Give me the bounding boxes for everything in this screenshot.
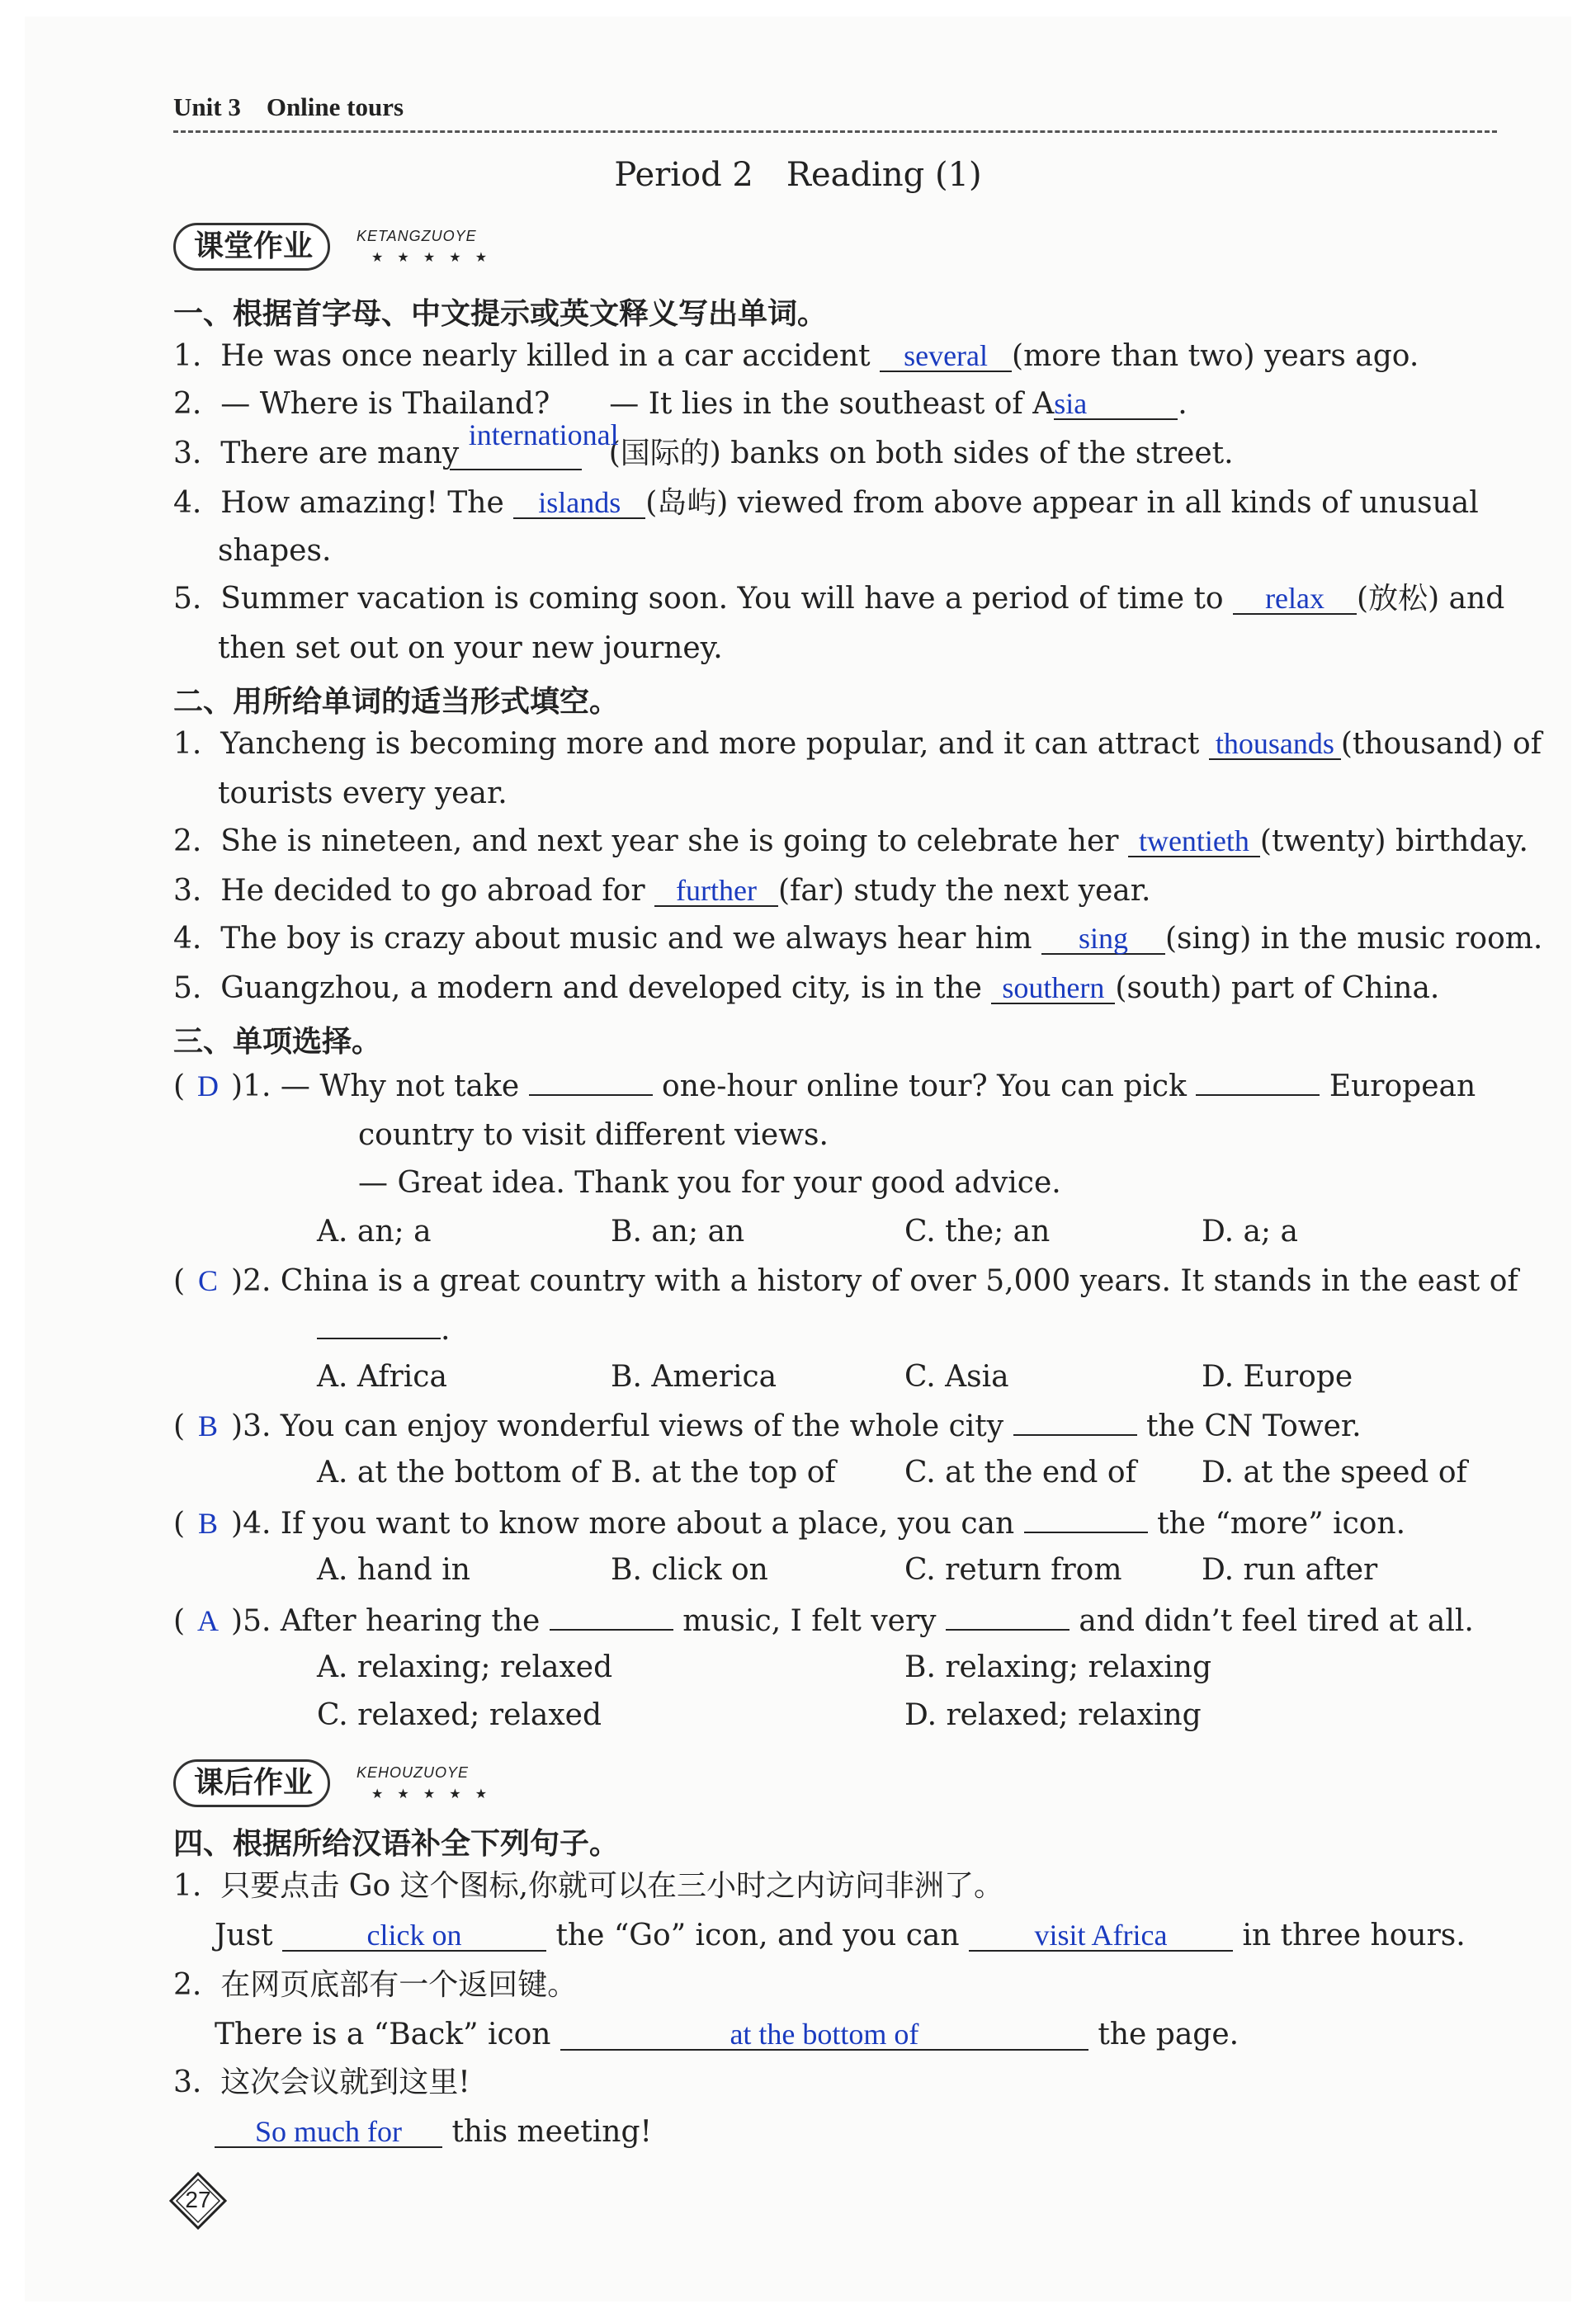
s1-q4: 4. How amazing! The islands (岛屿) viewed from above appear in all kinds of unusual [173, 486, 1479, 520]
s4-q3-en: So much for this meeting! [215, 2114, 652, 2150]
s3-q4: ( B )4. If you want to know more about a place, you can the “more” icon. [173, 1507, 1406, 1541]
s3-q2-options [0, 1360, 1596, 1396]
s1-q1-answer[interactable]: several [880, 341, 1012, 372]
s3-q1-options [0, 1215, 1596, 1251]
s4-q1-cn: 1. 只要点击 Go 这个图标,你就可以在三小时之内访问非洲了。 [173, 1869, 1004, 1903]
section-3-title: 三、单项选择。 [173, 1025, 382, 1059]
s3-q1-opt-a[interactable]: A. an; a [317, 1215, 432, 1249]
s4-q1-answer-2[interactable]: visit Africa [969, 1920, 1233, 1952]
s2-q1-answer[interactable]: thousands [1209, 729, 1341, 760]
section-2-title: 二、用所给单词的适当形式填空。 [173, 685, 620, 719]
classwork-label: 课堂作业 [173, 223, 330, 271]
s3-q5-opt-a[interactable]: A. relaxing; relaxed [317, 1650, 613, 1684]
s3-q5-blank2[interactable] [946, 1629, 1070, 1631]
s4-q2-answer[interactable]: at the bottom of [560, 2019, 1088, 2051]
s2-q3-answer[interactable]: further [654, 876, 778, 907]
s3-q4-opt-a[interactable]: A. hand in [317, 1553, 470, 1587]
s3-q5-opt-c[interactable]: C. relaxed; relaxed [317, 1698, 602, 1732]
s1-q5-answer[interactable]: relax [1233, 583, 1357, 615]
s3-q5: ( A )5. After hearing the music, I felt very and didn’t feel tired at all. [173, 1604, 1474, 1638]
s2-q2: 2. She is nineteen, and next year she is going to celebrate her twentieth (twenty) birthday. [173, 824, 1528, 858]
s2-q3: 3. He decided to go abroad for further (far) study the next year. [173, 874, 1151, 908]
s2-q1-cont: tourists every year. [218, 777, 508, 810]
s2-q5: 5. Guangzhou, a modern and developed city, is in the southern (south) part of China. [173, 971, 1440, 1005]
s3-q1-opt-d[interactable]: D. a; a [1202, 1215, 1298, 1249]
unit-header [173, 92, 404, 122]
s4-q3-answer[interactable]: So much for [215, 2117, 442, 2148]
s3-q4-options [0, 1553, 1596, 1589]
unit-number: Unit 3 [173, 92, 241, 121]
header-divider [173, 130, 1497, 133]
section-1-title: 一、根据首字母、中文提示或英文释义写出单词。 [173, 297, 828, 331]
classwork-stars: ★ ★ ★ ★ ★ [371, 249, 493, 265]
s3-q2: ( C )2. China is a great country with a history of over 5,000 years. It stands in the east of [173, 1264, 1518, 1298]
s4-q3-cn: 3. 这次会议就到这里! [173, 2065, 470, 2099]
s3-q5-blank1[interactable] [550, 1629, 673, 1631]
s3-q5-options-row2 [0, 1698, 1596, 1735]
homework-logo [173, 1753, 536, 1810]
homework-label: 课后作业 [173, 1759, 330, 1807]
s1-q1: 1. He was once nearly killed in a car accident several (more than two) years ago. [173, 339, 1419, 373]
s4-q2-cn: 2. 在网页底部有一个返回键。 [173, 1968, 578, 2002]
s4-q2-en: There is a “Back” icon at the bottom of the page. [215, 2018, 1239, 2051]
s2-q1: 1. Yancheng is becoming more and more popular, and it can attract thousands (thousand) of [173, 727, 1542, 761]
s3-q4-blank[interactable] [1024, 1532, 1148, 1533]
homework-pinyin: KEHOUZUOYE [357, 1764, 470, 1781]
s3-q3-answer[interactable]: B [198, 1409, 219, 1442]
s3-q4-opt-c[interactable]: C. return from [904, 1553, 1122, 1587]
s3-q1-blank1[interactable] [529, 1094, 653, 1096]
s3-q4-answer[interactable]: B [198, 1507, 219, 1540]
s1-q3: 3. There are many international(国际的) banks on both sides of the street. [173, 418, 1234, 470]
period-title: Period 2 Reading (1) [614, 156, 982, 194]
s2-q4: 4. The boy is crazy about music and we always hear him sing (sing) in the music room. [173, 922, 1543, 956]
s3-q5-opt-b[interactable]: B. relaxing; relaxing [904, 1650, 1211, 1684]
s2-q5-answer[interactable]: southern [991, 973, 1115, 1004]
section-4-title: 四、根据所给汉语补全下列句子。 [173, 1827, 620, 1861]
s3-q1-opt-b[interactable]: B. an; an [611, 1215, 745, 1249]
s3-q1-opt-c[interactable]: C. the; an [904, 1215, 1051, 1249]
classwork-pinyin: KETANGZUOYE [357, 228, 477, 244]
s2-q4-answer[interactable]: sing [1041, 923, 1165, 955]
s3-q4-opt-b[interactable]: B. click on [611, 1553, 768, 1587]
s3-q2-opt-a[interactable]: A. Africa [317, 1360, 447, 1394]
s1-q3-answer[interactable]: international [468, 418, 619, 451]
s3-q3-opt-b[interactable]: B. at the top of [611, 1456, 836, 1489]
s2-q2-answer[interactable]: twentieth [1128, 826, 1260, 857]
s3-q1-answer[interactable]: D [197, 1069, 220, 1102]
s3-q2-line2: . [317, 1312, 450, 1348]
s1-q5: 5. Summer vacation is coming soon. You will have a period of time to relax (放松) and [173, 582, 1505, 616]
s3-q1-line2: country to visit different views. [358, 1118, 829, 1152]
s3-q1-blank2[interactable] [1196, 1094, 1320, 1096]
s1-q3-blank-line [450, 469, 582, 470]
s3-q3-opt-c[interactable]: C. at the end of [904, 1456, 1136, 1489]
s3-q3: ( B )3. You can enjoy wonderful views of the whole city the CN Tower. [173, 1409, 1362, 1443]
s1-q2-answer[interactable]: sia [1054, 389, 1178, 420]
unit-title: Online tours [266, 92, 404, 121]
s3-q3-opt-a[interactable]: A. at the bottom of [317, 1456, 600, 1489]
s3-q5-opt-d[interactable]: D. relaxed; relaxing [904, 1698, 1202, 1732]
page-number: 27 [185, 2187, 211, 2212]
s3-q2-answer[interactable]: C [198, 1264, 219, 1297]
s3-q5-options-row1 [0, 1650, 1596, 1687]
s3-q2-opt-b[interactable]: B. America [611, 1360, 777, 1394]
s1-q4-answer[interactable]: islands [513, 488, 645, 519]
s3-q4-opt-d[interactable]: D. run after [1202, 1553, 1378, 1587]
s4-q1-en: Just click on the “Go” icon, and you can visit Africa in three hours. [215, 1919, 1466, 1952]
s3-q3-opt-d[interactable]: D. at the speed of [1202, 1456, 1467, 1489]
s3-q2-opt-c[interactable]: C. Asia [904, 1360, 1009, 1394]
s3-q1: ( D )1. — Why not take one-hour online tour? You can pick European [173, 1069, 1476, 1103]
s3-q5-answer[interactable]: A [197, 1604, 220, 1637]
s4-q1-answer-1[interactable]: click on [282, 1920, 546, 1952]
classwork-logo [173, 216, 536, 274]
s3-q2-opt-d[interactable]: D. Europe [1202, 1360, 1353, 1394]
s3-q3-blank[interactable] [1013, 1434, 1137, 1436]
s1-q4-cont: shapes. [218, 534, 332, 568]
s1-q2: 2. — Where is Thailand? — It lies in the southeast of Asia . [173, 387, 1188, 421]
s1-q5-cont: then set out on your new journey. [218, 631, 723, 665]
s3-q2-blank[interactable] [317, 1338, 441, 1339]
s3-q3-options [0, 1456, 1596, 1492]
page-number-badge [169, 2172, 227, 2230]
s3-q1-line3: — Great idea. Thank you for your good advice. [358, 1166, 1061, 1200]
homework-stars: ★ ★ ★ ★ ★ [371, 1786, 493, 1801]
